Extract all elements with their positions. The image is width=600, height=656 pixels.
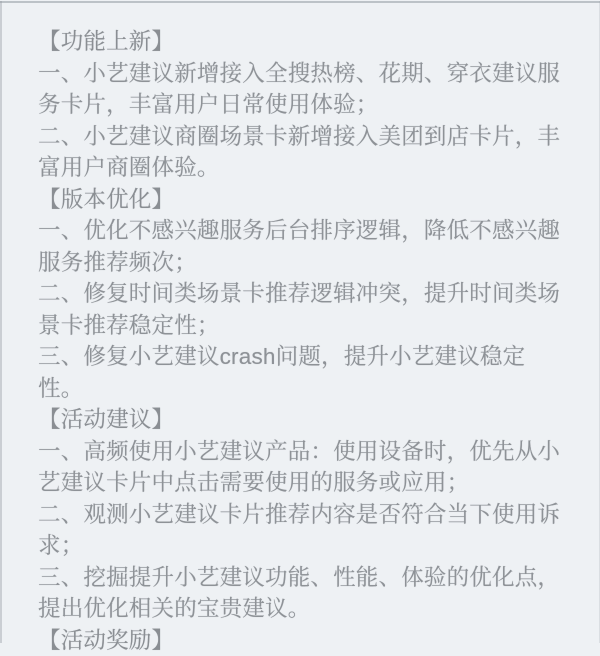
note-text-line: 二、小艺建议商圈场景卡新增接入美团到店卡片，丰	[38, 121, 584, 153]
note-text-line: 提出优化相关的宝贵建议。	[38, 593, 584, 625]
note-text-line: 一、小艺建议新增接入全搜热榜、花期、穿衣建议服	[38, 58, 584, 90]
note-text-line: 性。	[38, 373, 584, 405]
note-text-line: 三、挖掘提升小艺建议功能、性能、体验的优化点，	[38, 562, 584, 594]
note-text-line: 求；	[38, 530, 584, 562]
note-text-line: 一、高频使用小艺建议产品：使用设备时，优先从小	[38, 436, 584, 468]
section-header: 【活动建议】	[38, 404, 584, 436]
note-text-line: 二、观测小艺建议卡片推荐内容是否符合当下使用诉	[38, 499, 584, 531]
note-text-line: 二、修复时间类场景卡推荐逻辑冲突，提升时间类场	[38, 278, 584, 310]
section-header: 【活动奖励】	[38, 625, 584, 656]
note-text-line: 务卡片，丰富用户日常使用体验；	[38, 89, 584, 121]
note-text-line: 艺建议卡片中点击需要使用的服务或应用；	[38, 467, 584, 499]
note-text-line: 景卡推荐稳定性；	[38, 310, 584, 342]
note-text-line: 一、优化不感兴趣服务后台排序逻辑，降低不感兴趣	[38, 215, 584, 247]
note-text-line: 服务推荐频次；	[38, 247, 584, 279]
section-header: 【版本优化】	[38, 184, 584, 216]
note-text-line: 三、修复小艺建议crash问题，提升小艺建议稳定	[38, 341, 584, 373]
note-text-line: 富用户商圈体验。	[38, 152, 584, 184]
section-header: 【功能上新】	[38, 26, 584, 58]
